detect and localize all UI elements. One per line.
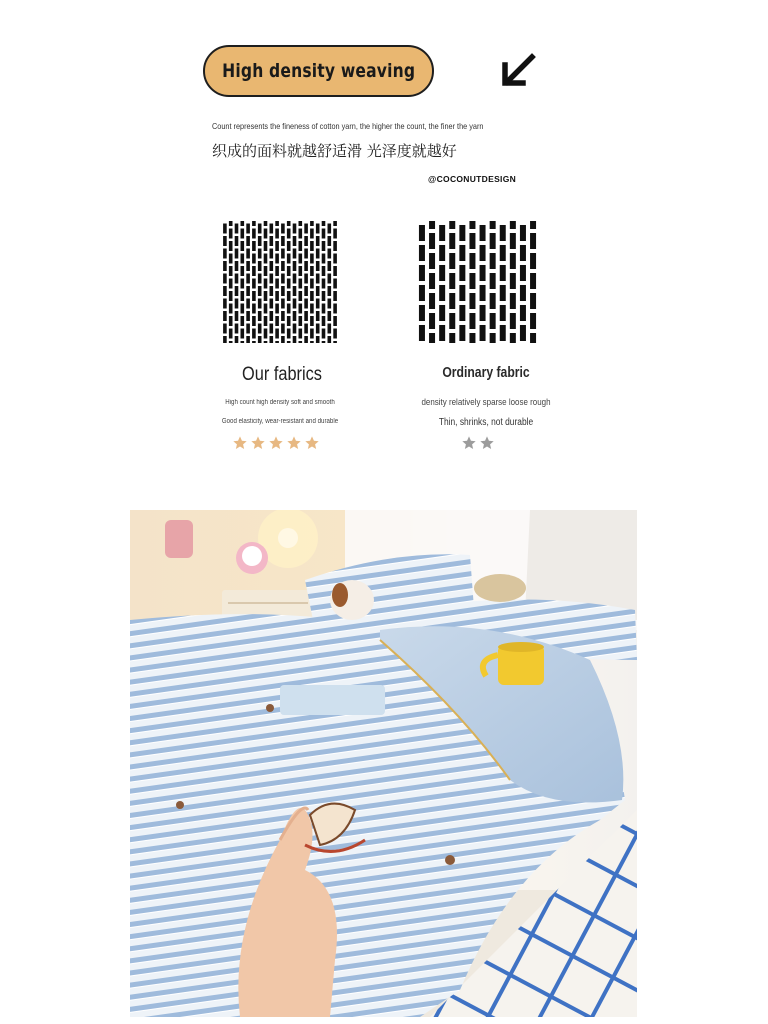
star-icon xyxy=(461,435,477,451)
dense-weave-swatch xyxy=(220,221,340,343)
star-icon xyxy=(304,435,320,451)
ordinary-fabric-title: Ordinary fabric xyxy=(442,365,530,381)
star-icon xyxy=(250,435,266,451)
our-fabrics-feature-1: High count high density soft and smooth xyxy=(225,399,335,406)
star-icon xyxy=(268,435,284,451)
ordinary-fabric-feature-1: density relatively sparse loose rough xyxy=(421,397,551,408)
star-icon xyxy=(479,435,495,451)
feature-title-badge xyxy=(203,45,434,97)
feature-title: High density weaving xyxy=(222,60,416,82)
yarn-count-description: Count represents the fineness of cotton yarn, the higher the count, the finer the yarn xyxy=(212,121,484,131)
brand-watermark: @COCONUTDESIGN xyxy=(428,174,517,184)
arrow-down-left-icon xyxy=(498,52,538,90)
bedding-set-photo xyxy=(130,510,637,1017)
star-icon xyxy=(232,435,248,451)
yarn-count-description-cn: 织成的面料就越舒适滑 光泽度就越好 xyxy=(212,142,457,160)
ordinary-fabric-feature-2: Thin, shrinks, not durable xyxy=(438,417,534,428)
our-fabrics-title: Our fabrics xyxy=(242,364,322,385)
ordinary-fabric-rating xyxy=(461,435,495,451)
sparse-weave-swatch xyxy=(417,221,538,343)
our-fabrics-rating xyxy=(232,435,320,451)
star-icon xyxy=(286,435,302,451)
our-fabrics-feature-2: Good elasticity, wear-resistant and durable xyxy=(221,418,339,425)
